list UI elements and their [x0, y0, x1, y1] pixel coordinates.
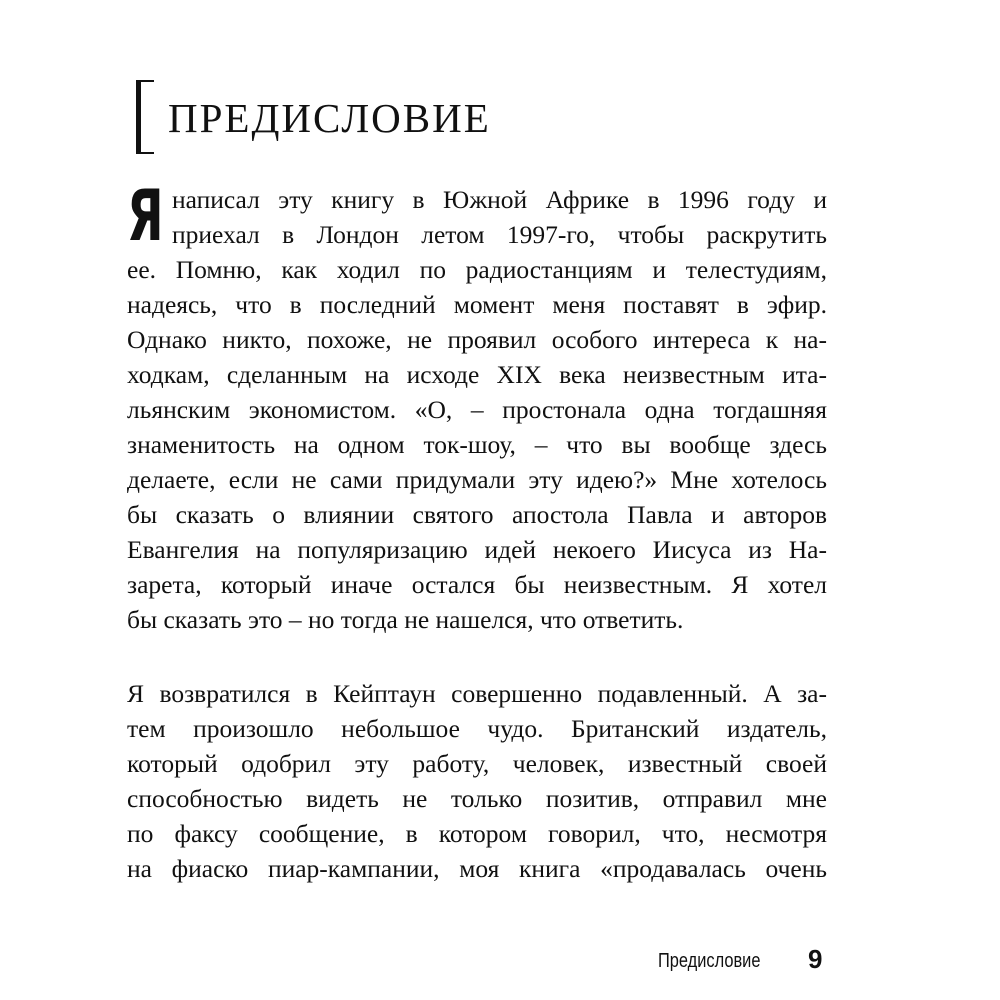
paragraph-line: по факсу сообщение, в котором говорил, что, несмотря: [127, 819, 827, 848]
heading-bracket: [136, 80, 154, 154]
paragraph-line: Евангелия на популяризацию идей некоего Иисуса из На-: [127, 535, 827, 564]
paragraph-line: который одобрил эту работу, человек, известный своей: [127, 749, 827, 778]
paragraph-line: надеясь, что в последний момент меня поставят в эфир.: [127, 290, 827, 319]
paragraph-line: знаменитость на одном ток-шоу, – что вы вообще здесь: [127, 430, 827, 459]
paragraph-line: делаете, если не сами придумали эту идею?» Мне хотелось: [127, 465, 827, 494]
paragraph-2: [127, 676, 827, 886]
page-title: ПРЕДИСЛОВИЕ: [168, 95, 491, 141]
paragraph-line: бы сказать о влиянии святого апостола Павла и авторов: [127, 500, 827, 529]
page-number: 9: [808, 944, 823, 974]
paragraph-line: тем произошло небольшое чудо. Британский издатель,: [127, 714, 827, 743]
paragraph-line: Я возвратился в Кейптаун совершенно подавленный. А за-: [127, 679, 827, 708]
paragraph-line: зарета, который иначе остался бы неизвестным. Я хотел: [127, 570, 827, 599]
paragraph-line: способностью видеть не только позитив, отправил мне: [127, 784, 827, 813]
paragraph-line: ее. Помню, как ходил по радиостанциям и телестудиям,: [127, 255, 827, 284]
paragraph-1: [127, 175, 827, 637]
paragraph-line: на фиаско пиар-кампании, моя книга «продавалась очень: [127, 854, 827, 883]
drop-cap: Я: [127, 175, 164, 257]
paragraph-line: льянским экономистом. «О, – простонала одна тогдашняя: [127, 395, 827, 424]
paragraph-line: написал эту книгу в Южной Африке в 1996 году и: [172, 185, 827, 214]
paragraph-line: бы сказать это – но тогда не нашелся, что ответить.: [127, 605, 684, 634]
paragraph-line: приехал в Лондон летом 1997-го, чтобы раскрутить: [172, 220, 827, 249]
running-footer-section: Предисловие: [658, 950, 761, 972]
paragraph-line: ходкам, сделанным на исходе XIX века неизвестным ита-: [127, 360, 827, 389]
paragraph-line: Однако никто, похоже, не проявил особого интереса к на-: [127, 325, 827, 354]
